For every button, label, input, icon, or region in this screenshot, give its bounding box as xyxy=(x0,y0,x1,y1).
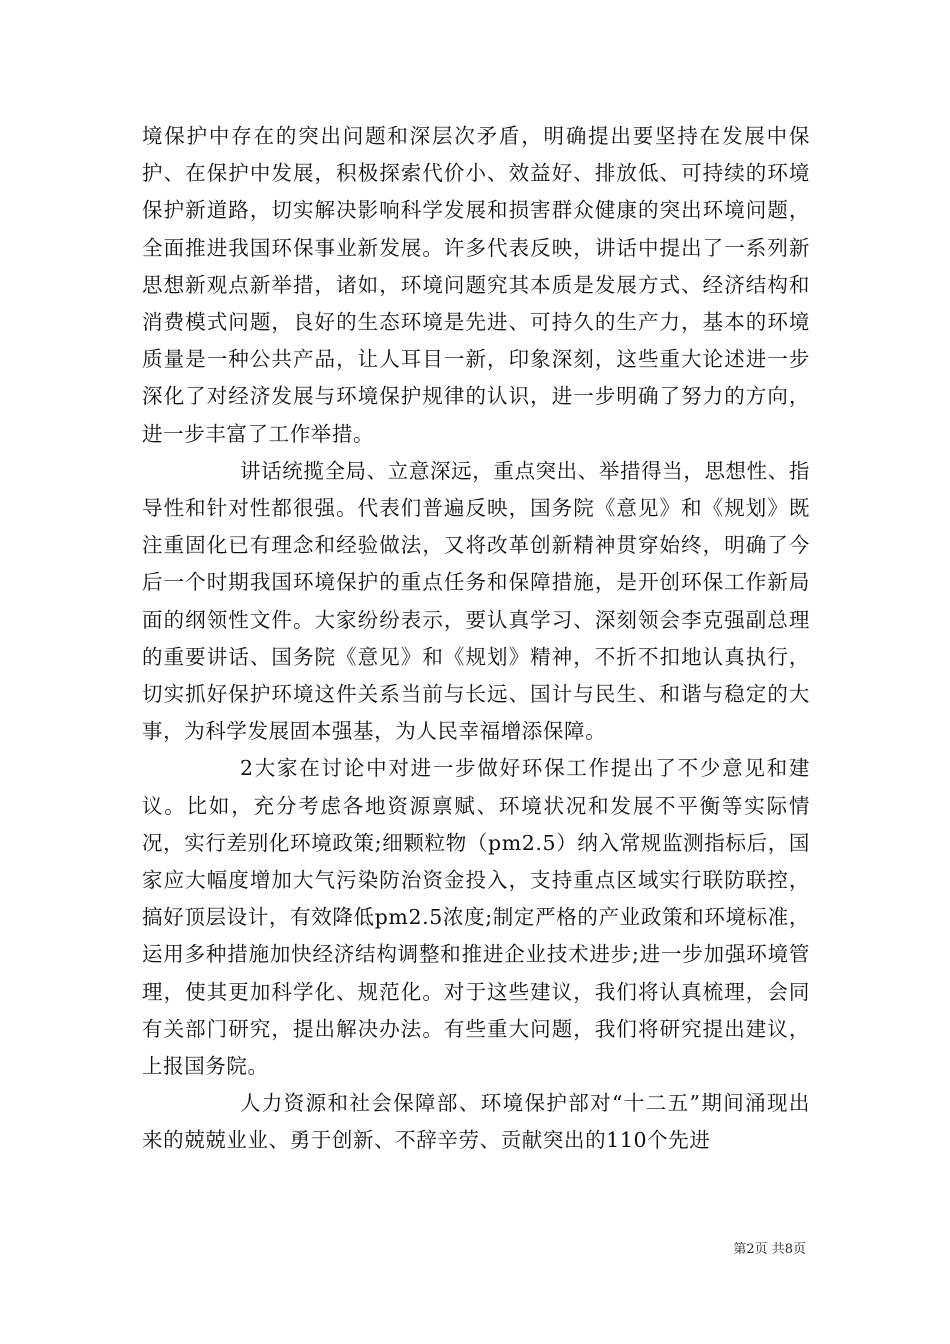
paragraph-1: 境保护中存在的突出问题和深层次矛盾，明确提出要坚持在发展中保护、在保护中发展，积极探索代价小、效益好、排放低、可持续的环境保护新道路，切实解决影响科学发展和损害群众健康的突出环境问题，全面推进我国环保事业新发展。许多代表反映，讲话中提出了一系列新思想新观点新举措，诸如，环境问题究其本质是发展方式、经济结构和消费模式问题，良好的生态环境是先进、可持久的生产力，基本的环境质量是一种公共产品，让人耳目一新，印象深刻，这些重大论述进一步深化了对经济发展与环境保护规律的认识，进一步明确了努力的方向，进一步丰富了工作举措。 xyxy=(142,124,810,446)
document-body xyxy=(142,118,810,1160)
paragraph-4: 人力资源和社会保障部、环境保护部对“十二五”期间涌现出来的兢兢业业、勇于创新、不辞辛劳、贡献突出的110个先进 xyxy=(142,1091,810,1153)
paragraph-3: 2大家在讨论中对进一步做好环保工作提出了不少意见和建议。比如，充分考虑各地资源禀赋、环境状况和发展不平衡等实际情况，实行差别化环境政策;细颗粒物（pm2.5）纳入常规监测指标后，国家应大幅度增加大气污染防治资金投入，支持重点区域实行联防联控，搞好顶层设计，有效降低pm2.5浓度;制定严格的产业政策和环境标准，运用多种措施加快经济结构调整和推进企业技术进步;进一步加强环境管理，使其更加科学化、规范化。对于这些建议，我们将认真梳理，会同有关部门研究，提出解决办法。有些重大问题，我们将研究提出建议，上报国务院。 xyxy=(142,756,810,1079)
page-number-footer: 第2页 共8页 xyxy=(733,1242,806,1257)
paragraph-2: 讲话统揽全局、立意深远，重点突出、举措得当，思想性、指导性和针对性都很强。代表们普遍反映，国务院《意见》和《规划》既注重固化已有理念和经验做法，又将改革创新精神贯穿始终，明确了今后一个时期我国环境保护的重点任务和保障措施，是开创环保工作新局面的纲领性文件。大家纷纷表示，要认真学习、深刻领会李克强副总理的重要讲话、国务院《意见》和《规划》精神，不折不扣地认真执行，切实抓好保护环境这件关系当前与长远、国计与民生、和谐与稳定的大事，为科学发展固本强基，为人民幸福增添保障。 xyxy=(142,458,810,744)
